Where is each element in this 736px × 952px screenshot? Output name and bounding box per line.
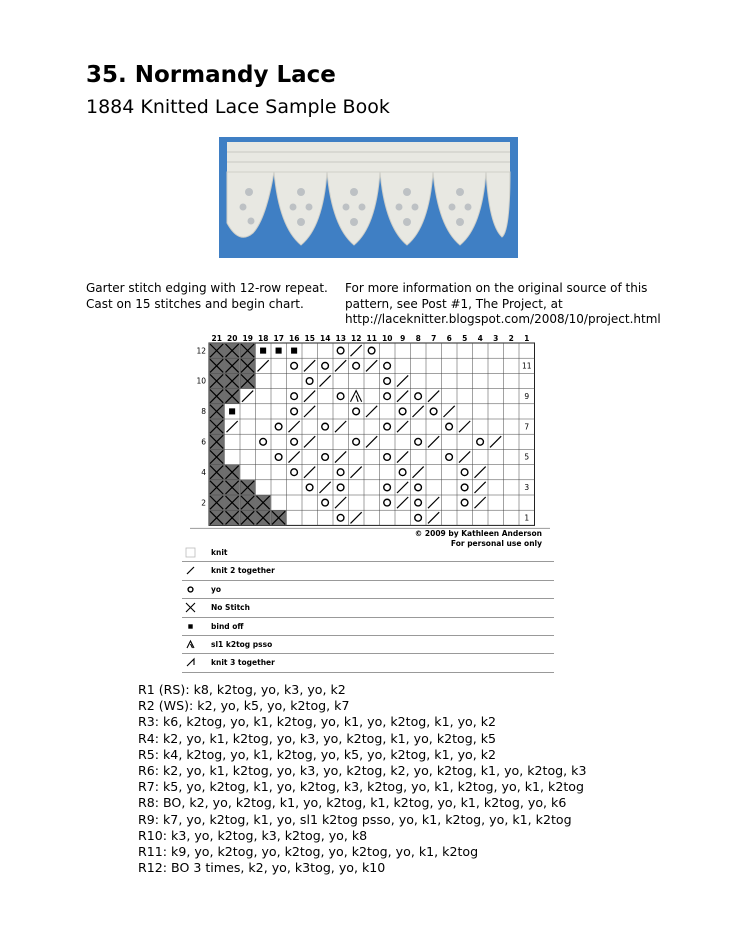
- lace-sample-photo: [219, 137, 518, 258]
- credit-line: For personal use only: [450, 538, 542, 548]
- column-number: 1: [524, 334, 530, 343]
- column-number: 14: [320, 334, 331, 343]
- info-line: pattern, see Post #1, The Project, at: [345, 296, 563, 311]
- column-number: 7: [431, 334, 437, 343]
- row-instructions: [138, 682, 587, 876]
- credit-line: © 2009 by Kathleen Anderson: [414, 529, 542, 538]
- right-row-number: 5: [524, 452, 530, 462]
- legend-label: knit 2 together: [211, 566, 275, 576]
- column-number: 2: [508, 334, 514, 343]
- page-subtitle: 1884 Knitted Lace Sample Book: [86, 96, 390, 118]
- sl1-k2tog-psso-icon: [185, 639, 196, 650]
- intro-line: Garter stitch edging with 12-row repeat.: [86, 281, 328, 295]
- knitting-chart: [190, 333, 550, 529]
- legend-label: No Stitch: [211, 603, 250, 613]
- left-row-number: 6: [201, 437, 206, 447]
- intro-text: [86, 281, 328, 312]
- left-row-number: 12: [196, 346, 206, 356]
- intro-line: Cast on 15 stitches and begin chart.: [86, 296, 304, 311]
- bind-off-icon: [185, 621, 196, 632]
- left-row-number: 10: [196, 376, 206, 386]
- page-title: 35. Normandy Lace: [86, 62, 336, 88]
- instruction-row: R7: k5, yo, k2tog, k1, yo, k2tog, k3, k2tog, yo, k1, k2tog, yo, k1, k2tog: [138, 779, 584, 795]
- source-info-text: [345, 281, 661, 328]
- instruction-row: R6: k2, yo, k1, k2tog, yo, k3, yo, k2tog, k2, yo, k2tog, k1, yo, k2tog, k3: [138, 763, 587, 779]
- knit-icon: [185, 547, 196, 558]
- instruction-row: R3: k6, k2tog, yo, k1, k2tog, yo, k1, yo, k2tog, k1, yo, k2: [138, 714, 497, 730]
- instruction-row: R8: BO, k2, yo, k2tog, k1, yo, k2tog, k1, k2tog, yo, k1, k2tog, yo, k6: [138, 795, 567, 811]
- column-number: 8: [415, 334, 421, 343]
- legend-row: [182, 562, 554, 580]
- legend-label: knit 3 together: [211, 658, 275, 668]
- yo-icon: [185, 584, 196, 595]
- bind-off-icon: [229, 408, 235, 414]
- right-row-number: 1: [524, 513, 530, 523]
- column-number: 13: [335, 334, 346, 343]
- column-number: 17: [273, 334, 284, 343]
- legend-row: [182, 599, 554, 617]
- right-row-number: 3: [524, 483, 530, 493]
- instruction-row: R10: k3, yo, k2tog, k3, k2tog, yo, k8: [138, 827, 368, 843]
- bind-off-icon: [291, 348, 297, 354]
- legend-label: sl1 k2tog psso: [211, 639, 273, 649]
- instruction-row: R4: k2, yo, k1, k2tog, yo, k3, yo, k2tog, k1, yo, k2tog, k5: [138, 730, 497, 746]
- column-number: 12: [351, 334, 362, 343]
- symbol-legend: [182, 544, 554, 673]
- left-row-number: 8: [201, 407, 206, 417]
- column-number: 9: [400, 334, 406, 343]
- knit-icon: [186, 548, 195, 557]
- no-stitch-icon: [186, 603, 195, 612]
- column-number: 3: [493, 334, 499, 343]
- right-row-number: 7: [524, 422, 530, 432]
- legend-label: bind off: [211, 621, 244, 631]
- legend-row: [182, 581, 554, 599]
- yo-icon: [188, 587, 193, 592]
- info-line: For more information on the original source of this: [345, 281, 648, 295]
- sl1-k2tog-psso-icon: [187, 641, 194, 648]
- column-number: 11: [366, 334, 377, 343]
- bind-off-icon: [260, 348, 266, 354]
- column-number: 5: [462, 334, 468, 343]
- legend-row: [182, 544, 554, 562]
- legend-label: knit: [211, 548, 228, 557]
- bind-off-icon: [276, 348, 282, 354]
- column-number: 18: [258, 334, 269, 343]
- knit-2-together-icon: [187, 567, 194, 574]
- instruction-row: R1 (RS): k8, k2tog, yo, k3, yo, k2: [138, 682, 346, 697]
- bind-off-icon: [188, 624, 192, 628]
- instruction-row: R9: k7, yo, k2tog, k1, yo, sl1 k2tog psso, yo, k1, k2tog, yo, k1, k2tog: [138, 811, 572, 827]
- legend-row: [182, 618, 554, 636]
- legend-label: yo: [211, 584, 222, 594]
- knit-3-together-icon: [187, 659, 194, 666]
- column-number: 20: [227, 334, 238, 343]
- left-row-number: 4: [201, 467, 206, 477]
- legend-row: [182, 636, 554, 654]
- column-number: 19: [242, 334, 253, 343]
- column-number: 21: [211, 334, 222, 343]
- no-stitch-icon: [185, 602, 196, 613]
- instruction-row: R12: BO 3 times, k2, yo, k3tog, yo, k10: [138, 860, 386, 876]
- column-number: 10: [382, 334, 393, 343]
- legend-row: [182, 654, 554, 672]
- column-number: 16: [289, 334, 300, 343]
- instruction-row: R2 (WS): k2, yo, k5, yo, k2tog, k7: [138, 698, 350, 714]
- column-number: 15: [304, 334, 315, 343]
- column-number: 6: [446, 334, 452, 343]
- instruction-row: R5: k4, k2tog, yo, k1, k2tog, yo, k5, yo, k2tog, k1, yo, k2: [138, 746, 497, 762]
- instruction-row: R11: k9, yo, k2tog, yo, k2tog, yo, k2tog, yo, k1, k2tog: [138, 844, 479, 860]
- column-number: 4: [477, 334, 483, 343]
- knit-3-together-icon: [185, 657, 196, 668]
- right-row-number: 9: [524, 391, 530, 401]
- info-line: http://laceknitter.blogspot.com/2008/10/project.html: [345, 312, 661, 326]
- right-row-number: 11: [521, 361, 532, 371]
- left-row-number: 2: [201, 498, 206, 508]
- knit-2-together-icon: [185, 565, 196, 576]
